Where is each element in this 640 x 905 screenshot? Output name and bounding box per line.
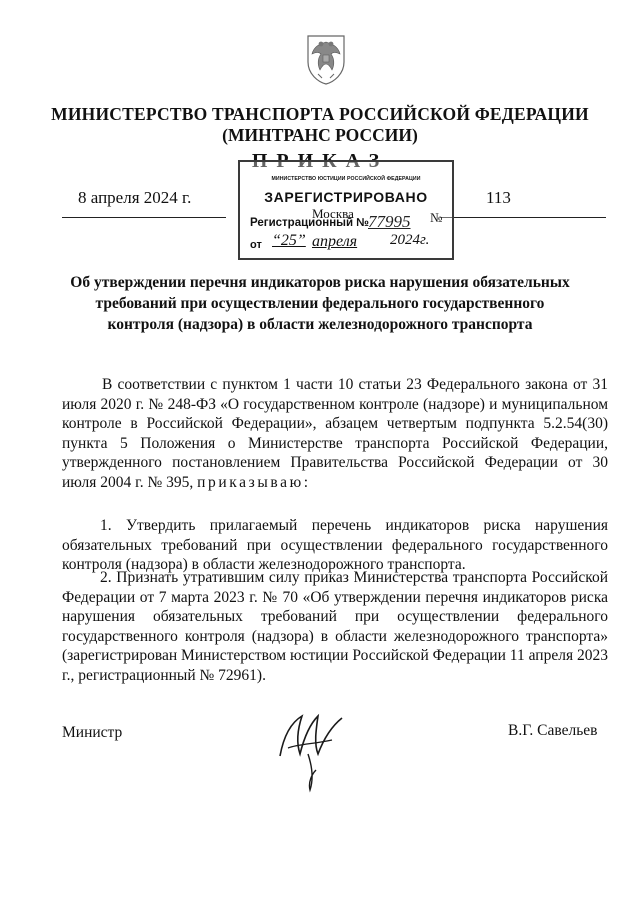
preamble-text: В соответствии с пунктом 1 части 10 статьи 23 Федерального закона от 31 июля 2020 г. № 248-ФЗ «О государственном контроле (надзоре) и муниципальном контроле в Российской Федерации», абзацем четвертым подпункта 5.2.54(30) пункта 5 Положения о Министерстве транспорта Российской Федерации, утвержденного постановлением Правительства Российской Федерации от 30 июля 2004 г. № 395,	[62, 376, 608, 491]
ministry-short-name: (МИНТРАНС РОССИИ)	[222, 125, 418, 145]
stamp-day: “25”	[272, 232, 306, 249]
stamp-month: апреля	[312, 233, 358, 250]
stamp-from-label: от	[250, 239, 262, 251]
stamp-year: 2024г.	[390, 232, 430, 248]
date-underline	[62, 217, 226, 218]
signatory-role: Министр	[62, 724, 123, 741]
order-item-1: 1. Утвердить прилагаемый перечень индикаторов риска нарушения обязательных требований при осуществлении федерального государственного контроля (надзора) в области железнодорожного транспорта.	[62, 517, 608, 574]
stamp-registered-label: ЗАРЕГИСТРИРОВАНО	[264, 189, 428, 205]
stamp-number-sign: №	[430, 210, 443, 225]
order-verb: приказываю:	[197, 473, 311, 491]
number-underline	[440, 217, 606, 218]
order-date: 8 апреля 2024 г.	[78, 188, 192, 207]
order-item-2: 2. Признать утратившим силу приказ Министерства транспорта Российской Федерации от 7 марта 2023 г. № 70 «Об утверждении перечня индикаторов риска нарушения обязательных требований при осуществлении федерального государственного контроля (надзора) в области железнодорожного транспорта» (зарегистрирован Министерством юстиции Российской Федерации 11 апреля 2023 г., регистрационный № 72961).	[62, 569, 608, 684]
registration-stamp	[238, 160, 454, 260]
stamp-city: Москва	[312, 206, 354, 221]
preamble-paragraph	[62, 375, 608, 493]
ministry-name: МИНИСТЕРСТВО ТРАНСПОРТА РОССИЙСКОЙ ФЕДЕРАЦИИ	[51, 104, 589, 124]
stamp-registration-number: 77995	[368, 212, 411, 231]
order-heading: ПРИКАЗ	[251, 150, 389, 172]
stamp-registration-label: Регистрационный №	[250, 217, 370, 229]
handwritten-signature	[258, 694, 358, 794]
stamp-ministry-line: МИНИСТЕРСТВО ЮСТИЦИИ РОССИЙСКОЙ ФЕДЕРАЦИИ	[271, 176, 421, 182]
coat-of-arms-icon	[300, 30, 352, 86]
order-number: 113	[486, 188, 511, 207]
document-title: Об утверждении перечня индикаторов риска нарушения обязательных требований при осуществлении федерального государственного контроля (надзора) в области железнодорожного транспорта	[70, 274, 570, 333]
signatory-name: В.Г. Савельев	[508, 722, 598, 739]
